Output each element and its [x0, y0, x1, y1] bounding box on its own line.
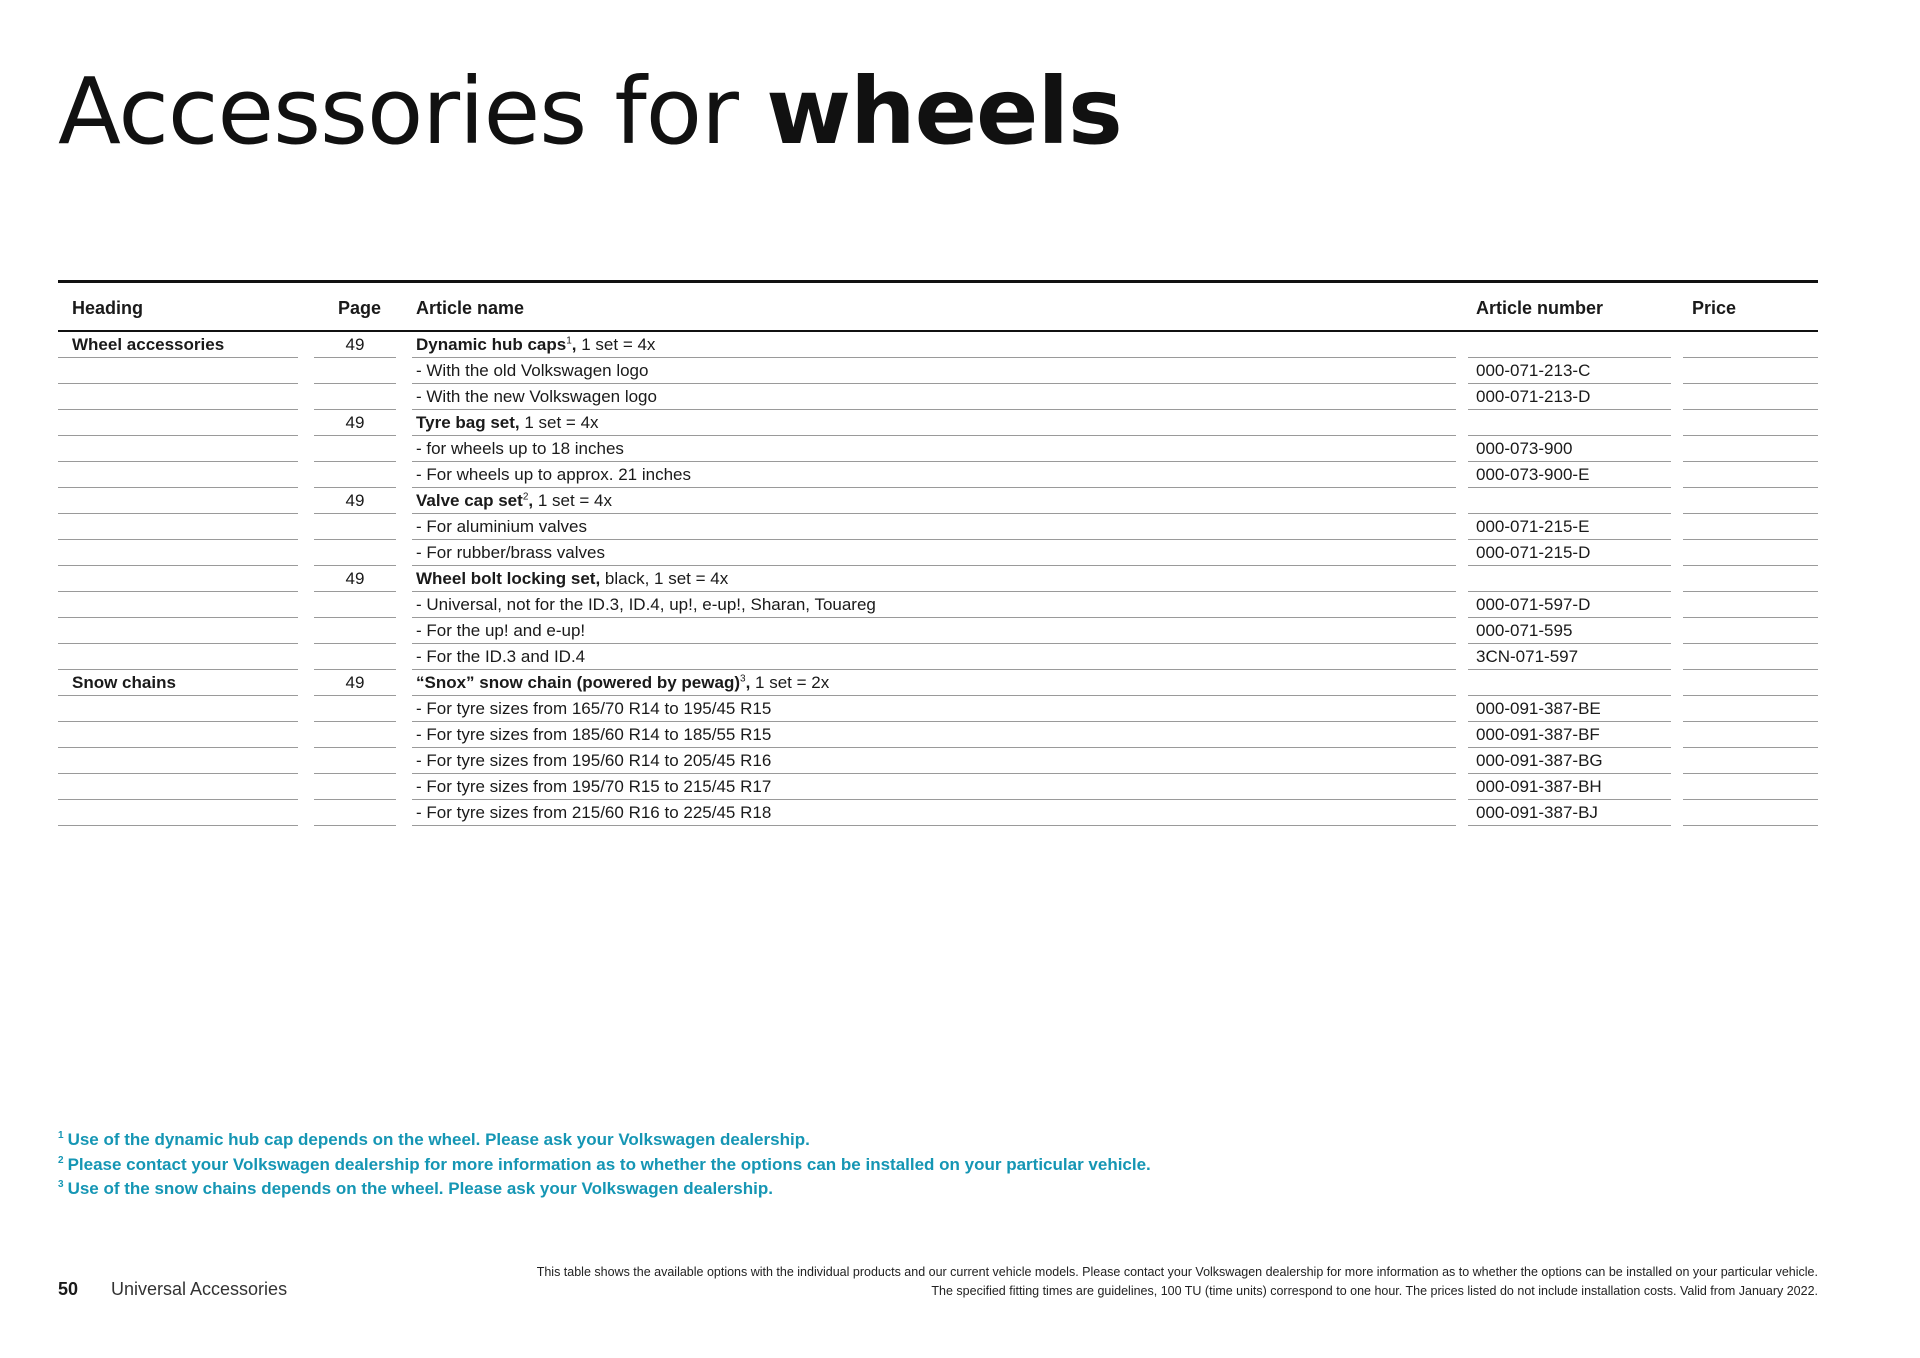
header-heading: Heading: [72, 298, 144, 318]
table-row: [58, 540, 1818, 566]
row-price: [1683, 488, 1818, 514]
footnote: [58, 1153, 1151, 1178]
row-article-name: [412, 514, 1456, 540]
header-article-number: Article number: [1476, 298, 1604, 318]
footnotes: [58, 1128, 1151, 1202]
header-price: Price: [1692, 298, 1737, 318]
article-name-text: - For tyre sizes from 165/70 R14 to 195/45 R15: [416, 699, 772, 718]
row-page: [314, 436, 396, 462]
row-article-number: [1468, 566, 1671, 592]
row-heading: [58, 566, 298, 592]
table-row: [58, 514, 1818, 540]
table-row: [58, 644, 1818, 670]
table-header-row: [58, 283, 1818, 332]
table-row: [58, 618, 1818, 644]
header-article-name: Article name: [416, 298, 525, 318]
table-row: [58, 696, 1818, 722]
row-article-name: [412, 592, 1456, 618]
row-article-name: [412, 332, 1456, 358]
row-page: [314, 540, 396, 566]
row-heading: [58, 514, 298, 540]
row-page: [314, 644, 396, 670]
row-heading: [58, 410, 298, 436]
row-price: [1683, 410, 1818, 436]
row-article-number: 000-091-387-BJ: [1468, 800, 1671, 826]
page-title: [58, 58, 1122, 165]
row-page: [314, 748, 396, 774]
row-price: [1683, 696, 1818, 722]
row-page: 49: [314, 410, 396, 436]
row-heading: [58, 722, 298, 748]
row-price: [1683, 800, 1818, 826]
row-article-number: [1468, 332, 1671, 358]
footnote-ref: 2: [522, 491, 529, 503]
row-article-name: [412, 384, 1456, 410]
table-row: [58, 670, 1818, 696]
row-page: [314, 384, 396, 410]
row-price: [1683, 618, 1818, 644]
table-row: [58, 488, 1818, 514]
row-article-number: 000-071-597-D: [1468, 592, 1671, 618]
table-row: [58, 410, 1818, 436]
row-price: [1683, 332, 1818, 358]
table-row: [58, 332, 1818, 358]
article-name-text: black, 1 set = 4x: [600, 569, 729, 588]
article-name-text: - For tyre sizes from 195/60 R14 to 205/45 R16: [416, 751, 772, 770]
article-name-bold: Valve cap set: [416, 491, 523, 510]
row-article-name: [412, 800, 1456, 826]
row-article-number: 000-073-900: [1468, 436, 1671, 462]
footnote: [58, 1128, 1151, 1153]
article-name-text: - For rubber/brass valves: [416, 543, 605, 562]
disclaimer-line: This table shows the available options with the individual products and our current vehicle models. Please contact your Volkswagen dealership for more information as to whether the options can be installed on your particular vehicle.: [536, 1265, 1818, 1279]
row-page: [314, 800, 396, 826]
row-price: [1683, 670, 1818, 696]
row-article-name: [412, 488, 1456, 514]
row-heading: [58, 644, 298, 670]
article-name-text: - For wheels up to approx. 21 inches: [416, 465, 691, 484]
footnote-text: Use of the dynamic hub cap depends on the wheel. Please ask your Volkswagen dealership.: [67, 1130, 810, 1149]
row-article-number: 000-071-215-D: [1468, 540, 1671, 566]
article-name-text: - for wheels up to 18 inches: [416, 439, 624, 458]
row-article-name: [412, 410, 1456, 436]
article-name-text: - With the old Volkswagen logo: [416, 361, 649, 380]
footnote-number: 1: [58, 1130, 64, 1142]
row-article-number: 000-091-387-BE: [1468, 696, 1671, 722]
row-article-number: [1468, 410, 1671, 436]
article-name-text: - For tyre sizes from 195/70 R15 to 215/45 R17: [416, 777, 772, 796]
row-article-number: 000-091-387-BF: [1468, 722, 1671, 748]
row-page: 49: [314, 670, 396, 696]
row-page: [314, 592, 396, 618]
table-row: [58, 800, 1818, 826]
header-page: Page: [338, 298, 382, 318]
article-name-bold-tail: ,: [745, 673, 751, 692]
row-heading: Snow chains: [58, 670, 298, 696]
article-name-bold: Dynamic hub caps: [416, 335, 567, 354]
page-title-bold: wheels: [766, 58, 1122, 165]
row-price: [1683, 436, 1818, 462]
row-price: [1683, 462, 1818, 488]
row-page: [314, 358, 396, 384]
row-price: [1683, 358, 1818, 384]
table-body: [58, 332, 1818, 826]
row-heading: [58, 748, 298, 774]
footnote-ref: 3: [740, 673, 746, 685]
article-name-text: - For tyre sizes from 185/60 R14 to 185/55 R15: [416, 725, 772, 744]
row-page: [314, 618, 396, 644]
row-article-number: 000-071-595: [1468, 618, 1671, 644]
row-article-number: 3CN-071-597: [1468, 644, 1671, 670]
article-name-bold-tail: ,: [528, 491, 534, 510]
disclaimer: [537, 1263, 1818, 1300]
row-heading: [58, 774, 298, 800]
row-price: [1683, 592, 1818, 618]
row-heading: [58, 436, 298, 462]
row-article-name: [412, 748, 1456, 774]
article-name-text: 1 set = 2x: [750, 673, 830, 692]
article-name-text: - With the new Volkswagen logo: [416, 387, 657, 406]
row-article-name: [412, 462, 1456, 488]
row-article-number: 000-071-213-C: [1468, 358, 1671, 384]
article-name-text: - For the up! and e-up!: [416, 621, 586, 640]
footnote-ref: 1: [566, 335, 572, 347]
disclaimer-line: The specified fitting times are guidelines, 100 TU (time units) correspond to one hour. The prices listed do not include installation costs. Valid from January 2022.: [931, 1283, 1818, 1298]
row-page: [314, 462, 396, 488]
row-page: [314, 696, 396, 722]
article-name-text: 1 set = 4x: [519, 413, 599, 432]
article-name-text: - For tyre sizes from 215/60 R16 to 225/45 R18: [416, 803, 772, 822]
table-row: [58, 592, 1818, 618]
footnote-text: Please contact your Volkswagen dealership for more information as to whether the options can be installed on your particular vehicle.: [67, 1154, 1151, 1174]
row-article-number: 000-091-387-BG: [1468, 748, 1671, 774]
table-row: [58, 462, 1818, 488]
article-name-bold-tail: ,: [571, 335, 577, 354]
row-article-name: [412, 722, 1456, 748]
page-title-light: Accessories for: [58, 58, 738, 165]
row-heading: [58, 488, 298, 514]
article-name-bold: Wheel bolt locking set,: [416, 569, 601, 588]
row-article-name: [412, 670, 1456, 696]
row-heading: [58, 696, 298, 722]
row-article-number: 000-091-387-BH: [1468, 774, 1671, 800]
row-heading: [58, 358, 298, 384]
row-price: [1683, 774, 1818, 800]
row-article-number: [1468, 488, 1671, 514]
section-name: Universal Accessories: [111, 1279, 288, 1299]
row-article-name: [412, 774, 1456, 800]
row-page: 49: [314, 488, 396, 514]
accessories-table: [58, 280, 1818, 826]
row-article-name: [412, 358, 1456, 384]
row-price: [1683, 722, 1818, 748]
row-heading: [58, 592, 298, 618]
article-name-bold: “Snox” snow chain (powered by pewag): [416, 673, 740, 692]
row-article-name: [412, 644, 1456, 670]
row-page: [314, 774, 396, 800]
row-price: [1683, 644, 1818, 670]
article-name-text: - Universal, not for the ID.3, ID.4, up!, e-up!, Sharan, Touareg: [416, 595, 876, 614]
row-article-name: [412, 566, 1456, 592]
footnote: [58, 1177, 1151, 1202]
row-heading: [58, 462, 298, 488]
row-price: [1683, 748, 1818, 774]
table-row: [58, 774, 1818, 800]
row-heading: [58, 800, 298, 826]
table-row: [58, 748, 1818, 774]
row-page: [314, 514, 396, 540]
article-name-text: 1 set = 4x: [533, 491, 613, 510]
row-price: [1683, 514, 1818, 540]
row-article-number: 000-071-213-D: [1468, 384, 1671, 410]
row-page: 49: [314, 566, 396, 592]
table-row: [58, 384, 1818, 410]
row-heading: [58, 540, 298, 566]
table-row: [58, 358, 1818, 384]
row-price: [1683, 540, 1818, 566]
row-page: 49: [314, 332, 396, 358]
table-row: [58, 722, 1818, 748]
table-row: [58, 566, 1818, 592]
row-article-name: [412, 436, 1456, 462]
article-name-text: - For aluminium valves: [416, 517, 587, 536]
table-row: [58, 436, 1818, 462]
row-article-number: [1468, 670, 1671, 696]
row-page: [314, 722, 396, 748]
article-name-text: - For the ID.3 and ID.4: [416, 647, 586, 666]
footnote-number: 2: [58, 1154, 64, 1166]
row-article-name: [412, 618, 1456, 644]
row-article-name: [412, 696, 1456, 722]
row-heading: Wheel accessories: [58, 332, 298, 358]
footnote-text: Use of the snow chains depends on the wheel. Please ask your Volkswagen dealership.: [67, 1179, 773, 1198]
row-heading: [58, 618, 298, 644]
row-price: [1683, 384, 1818, 410]
article-name-bold: Tyre bag set,: [416, 413, 520, 432]
row-heading: [58, 384, 298, 410]
row-article-number: 000-073-900-E: [1468, 462, 1671, 488]
article-name-text: 1 set = 4x: [576, 335, 656, 354]
row-article-number: 000-071-215-E: [1468, 514, 1671, 540]
page-number: 50: [58, 1279, 79, 1299]
footnote-number: 3: [58, 1179, 64, 1191]
row-article-name: [412, 540, 1456, 566]
row-price: [1683, 566, 1818, 592]
